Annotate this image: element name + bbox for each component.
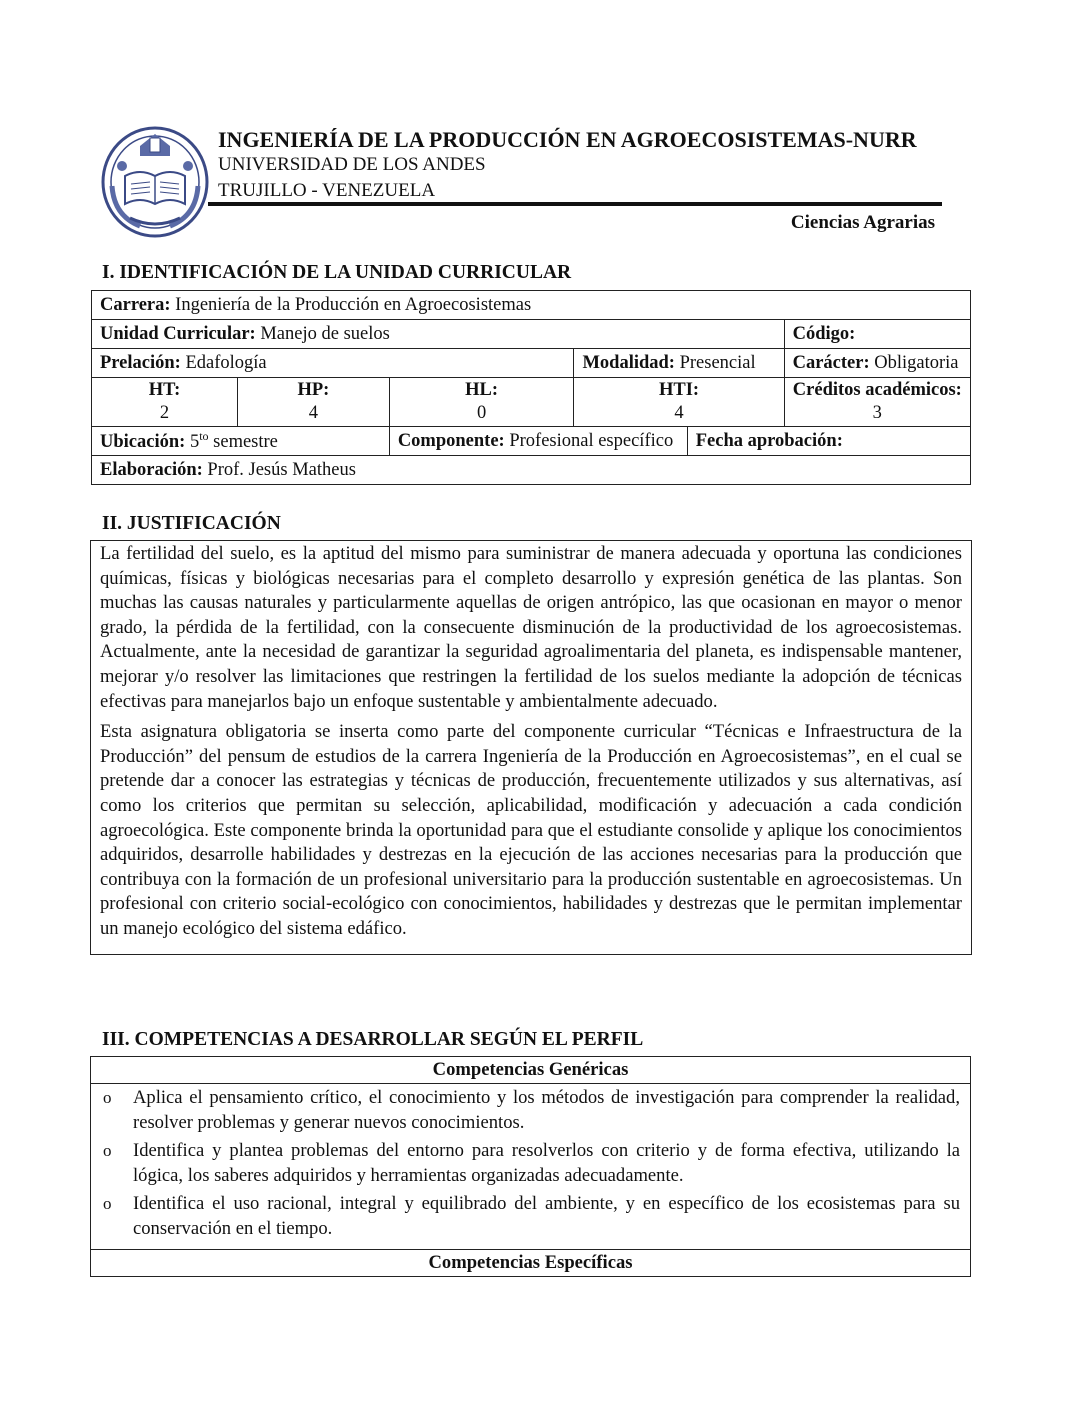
ubicacion-cell: Ubicación: $5^{to}$ semestre <box>92 427 390 456</box>
bullet-circle-icon: o <box>103 1141 112 1160</box>
competencies-table <box>90 1056 971 1277</box>
bullet-circle-icon: o <box>103 1194 112 1213</box>
university-seal-logo <box>100 126 210 238</box>
unidad-curricular-cell: Unidad Curricular: Manejo de suelos <box>92 320 785 349</box>
list-item: o Identifica el uso racional, integral y equilibrado del ambiente, y en específico de los ecosistemas para su conservación en el tiempo. <box>103 1193 960 1239</box>
hours-ht-cell: HT: 2 <box>92 378 238 427</box>
prelacion-cell: Prelación: Edafología <box>92 349 574 378</box>
hours-hl-cell: HL: 0 <box>389 378 574 427</box>
hours-hp-cell: HP: 4 <box>238 378 390 427</box>
caracter-cell: Carácter: Obligatoria <box>784 349 970 378</box>
list-item: o Aplica el pensamiento crítico, el conocimiento y los métodos de investigación para comprender la realidad, resolver problemas y generar nuevos conocimientos. <box>103 1087 960 1133</box>
generic-competencies-list-cell <box>91 1084 971 1250</box>
generic-competencies-header: Competencias Genéricas <box>91 1057 971 1084</box>
department-name: Ciencias Agrarias <box>790 212 935 233</box>
header-rule <box>208 202 942 206</box>
justification-paragraph-2: Esta asignatura obligatoria se inserta como parte del componente curricular “Técnicas e Infraestructura de la Producción” del pensum de estudios de la carrera Ingeniería de la Producción en Agroecosistemas”, en el cual se pretende dar a conocer las estrategias y técnicas de producción, frecuentemente utilizados y sus alternativas, así como los criterios que permitan su selección, aplicabilidad, modificación y adecuación a cada condición agroecológica. Este componente brinda la oportunidad para que el estudiante consolide y aplique los conocimientos adquiridos, desarrolle habilidades y destrezas en la ejecución de las acciones necesarias para la producción que contribuya con la formación de un profesional universitario para la producción sustentable en agroecosistemas. Un profesional con criterio social-ecológico con conocimientos, habilidades y destrezas que le permitan implementar un manejo ecológico del sistema edáfico. <box>100 721 962 939</box>
justification-paragraph-1: La fertilidad del suelo, es la aptitud del mismo para suministrar de manera adecuada y oportuna las condiciones químicas, físicas y biológicas necesarias para el completo desarrollo y expresión genética de las plantas. Son muchas las causas naturales y particularmente aquellas de origen antrópico, las que ocasionan en mayor o menor grado, la pérdida de la fertilidad, con la consecuente disminución de la productividad de los agroecosistemas. Actualmente, ante la necesidad de garantizar la seguridad agroalimentaria del planeta, es indispensable mantener, mejorar y/o resolver las limitaciones que restringen la fertilidad de los suelos mediante la adopción de técnicas efectivas para manejarlos bajo un enfoque sustentable y ambientalmente adecuado. <box>100 543 962 712</box>
bullet-circle-icon: o <box>103 1088 112 1107</box>
list-item: o Identifica y plantea problemas del entorno para resolverlos con criterio y de forma efectiva, utilizando la lógica, los saberes adquiridos y herramientas organizadas adecuadamente. <box>103 1140 960 1186</box>
modalidad-cell: Modalidad: Presencial <box>574 349 784 378</box>
generic-competencies-list <box>101 1084 960 1249</box>
university-name: UNIVERSIDAD DE LOS ANDES <box>218 154 486 175</box>
justification-box <box>90 540 972 955</box>
codigo-cell: Código: <box>784 320 970 349</box>
hours-hti-cell: HTI: 4 <box>574 378 784 427</box>
section-identification-title: I. IDENTIFICACIÓN DE LA UNIDAD CURRICULAR <box>102 262 572 283</box>
section-justification-title: II. JUSTIFICACIÓN <box>102 513 281 534</box>
creditos-cell: Créditos académicos: 3 <box>784 378 970 427</box>
componente-cell: Componente: Profesional específico <box>389 427 687 456</box>
elaboracion-cell: Elaboración: Prof. Jesús Matheus <box>92 456 971 485</box>
fecha-aprobacion-cell: Fecha aprobación: <box>687 427 970 456</box>
identification-table <box>91 290 971 485</box>
location-line: TRUJILLO - VENEZUELA <box>218 180 436 201</box>
section-competencies-title: III. COMPETENCIAS A DESARROLLAR SEGÚN EL PERFIL <box>102 1029 644 1050</box>
carrera-cell: Carrera: Ingeniería de la Producción en Agroecosistemas <box>92 291 971 320</box>
specific-competencies-header: Competencias Específicas <box>91 1250 971 1277</box>
institution-title: INGENIERÍA DE LA PRODUCCIÓN EN AGROECOSISTEMAS-NURR <box>218 127 917 152</box>
